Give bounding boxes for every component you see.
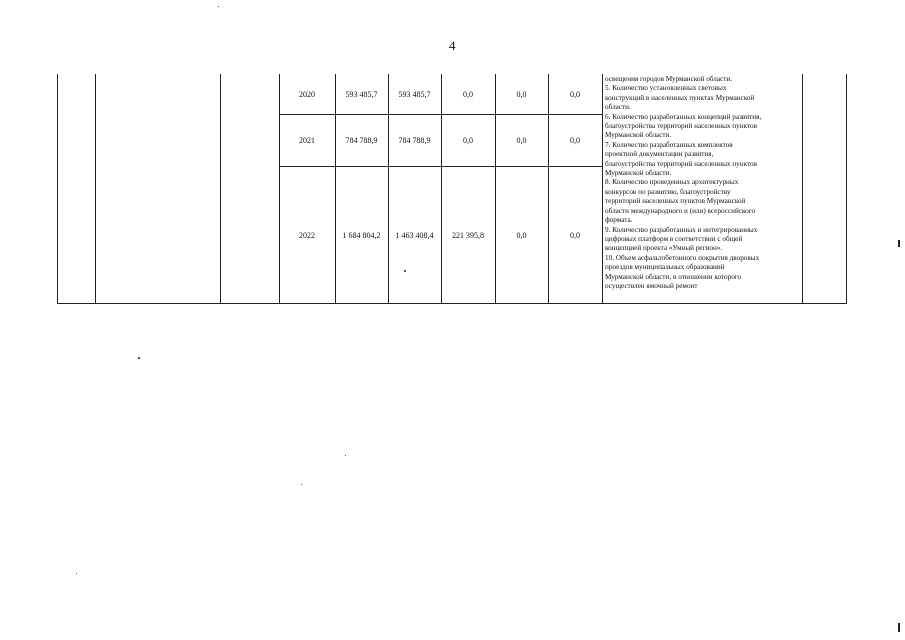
indicator-line: 5. Количество установленных световых xyxy=(605,84,727,93)
col-border xyxy=(57,74,58,304)
indicator-line: области. xyxy=(605,103,631,112)
indicator-line: территорий населенных пунктов Мурманской xyxy=(605,197,746,206)
value-cell: 0,0 xyxy=(570,231,580,240)
indicator-line: проездов муниципальных образований xyxy=(605,263,725,272)
row-border xyxy=(279,166,602,167)
col-border xyxy=(279,74,280,304)
indicator-line: благоустройства территорий населенных пунктов xyxy=(605,122,758,131)
year-cell: 2022 xyxy=(299,231,315,240)
indicator-line: формата. xyxy=(605,216,633,225)
indicator-line: конструкций в населенных пунктах Мурманской xyxy=(605,93,755,102)
year-cell: 2021 xyxy=(299,136,315,145)
col-border xyxy=(441,74,442,304)
scan-speck xyxy=(345,455,346,456)
col-border xyxy=(495,74,496,304)
total-cell: 784 788,9 xyxy=(345,136,378,145)
scan-speck xyxy=(404,270,406,272)
page-number: 4 xyxy=(449,38,456,53)
budget-table xyxy=(57,74,847,304)
indicator-line: 9. Количество разработанных и интегрированных xyxy=(605,225,758,234)
col-border xyxy=(95,74,96,304)
value-cell: 0,0 xyxy=(570,136,580,145)
indicator-line: цифровых платформ в соответствии с общей xyxy=(605,234,743,243)
value-cell: 0,0 xyxy=(516,136,527,145)
scan-speck xyxy=(301,484,302,485)
value-cell: 0,0 xyxy=(463,136,473,145)
indicator-line: 8. Количество проведенных архитектурных xyxy=(605,178,739,187)
indicator-line: конкурсов по развитию, благоустройству xyxy=(605,187,731,196)
scan-speck xyxy=(218,6,219,7)
value-cell: 0,0 xyxy=(516,90,527,99)
value-cell: 1 463 408,4 xyxy=(395,231,434,240)
value-cell: 0,0 xyxy=(463,90,473,99)
scan-speck xyxy=(76,573,77,574)
year-cell: 2020 xyxy=(299,90,315,99)
scan-speck xyxy=(138,357,140,359)
indicator-line: благоустройства территорий населенных пунктов xyxy=(605,159,758,168)
value-cell: 0,0 xyxy=(570,90,580,99)
col-border xyxy=(335,74,336,304)
value-cell: 221 395,8 xyxy=(452,231,484,240)
row-border xyxy=(279,114,602,115)
indicators-text xyxy=(605,75,805,291)
indicator-line: Мурманской области, в отношении которого xyxy=(605,272,742,281)
col-border xyxy=(548,74,549,304)
table-bottom-border xyxy=(57,303,847,304)
scan-edge-mark xyxy=(898,623,900,632)
scan-edge-mark xyxy=(898,240,900,247)
indicator-line: 7. Количество разработанных комплектов xyxy=(605,140,733,149)
indicator-line: 10. Объем асфальтобетонного покрытия дворовых xyxy=(605,253,760,262)
indicator-line: концепцией проекта «Умный регион». xyxy=(605,244,723,253)
indicator-line: области международного и (или) всероссийского xyxy=(605,206,756,215)
indicator-line: Мурманской области. xyxy=(605,169,672,178)
indicator-line: проектной документации развития, xyxy=(605,150,714,159)
indicator-line: освещения городов Мурманской области. xyxy=(605,75,733,83)
total-cell: 593 485,7 xyxy=(345,90,378,99)
indicator-line: 6. Количество разработанных концепций развития, xyxy=(605,112,762,121)
indicator-line: осуществлен ямочный ремонт xyxy=(605,281,698,290)
value-cell: 0,0 xyxy=(516,231,527,240)
total-cell: 1 684 804,2 xyxy=(342,231,381,240)
col-border xyxy=(220,74,221,304)
value-cell: 784 788,9 xyxy=(398,136,431,145)
col-border xyxy=(602,74,603,304)
value-cell: 593 485,7 xyxy=(398,90,431,99)
indicator-line: Мурманской области. xyxy=(605,131,672,140)
col-border xyxy=(846,74,847,304)
col-border xyxy=(388,74,389,304)
